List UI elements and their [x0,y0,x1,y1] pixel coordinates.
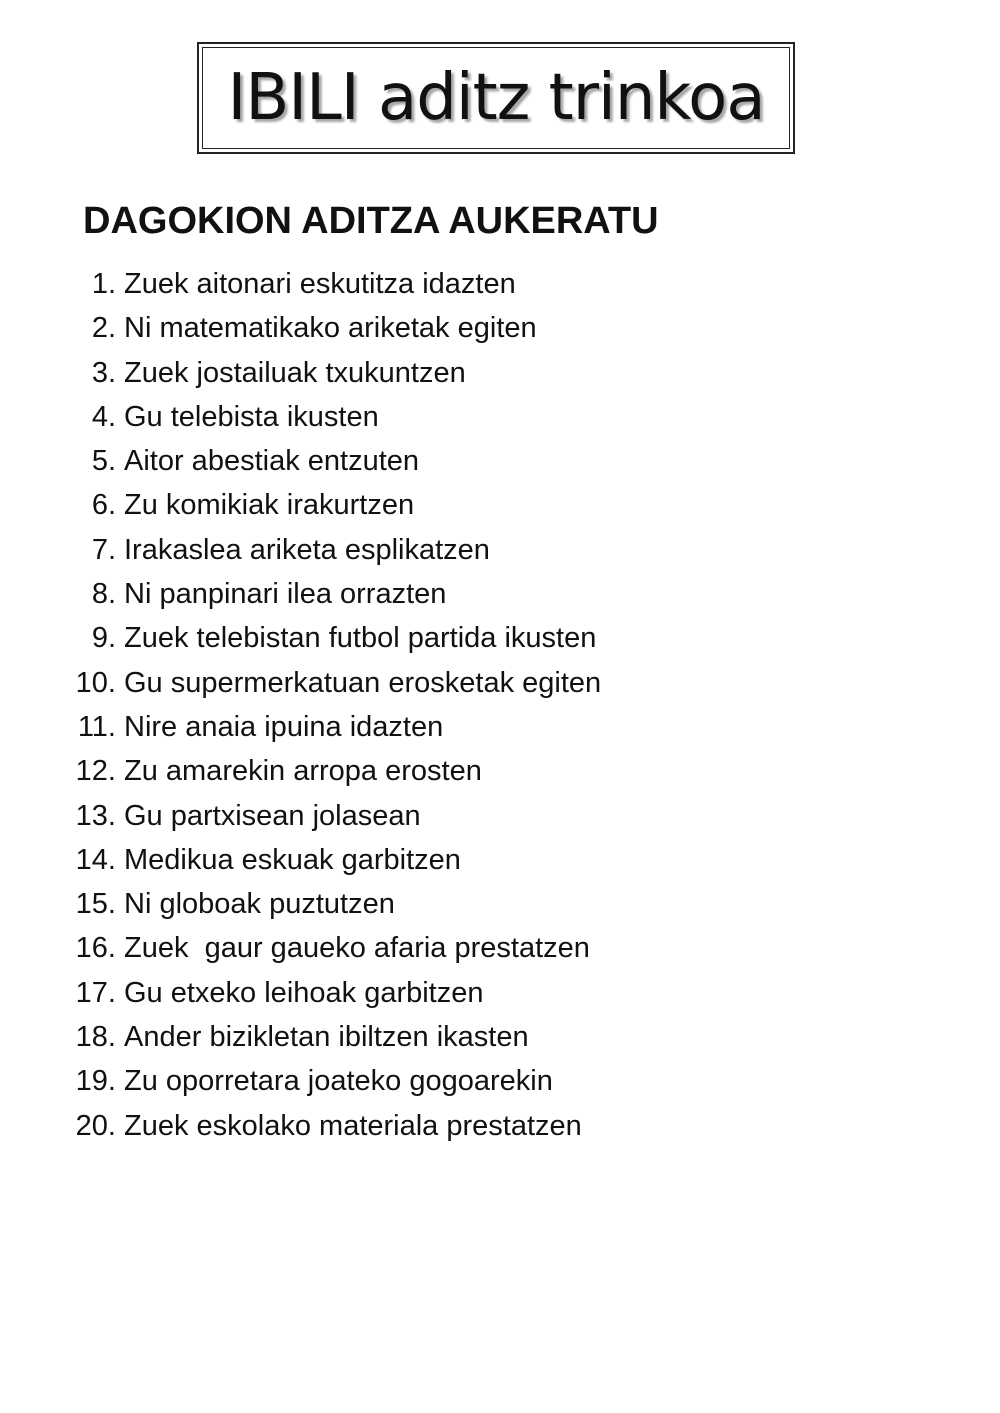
item-text: Gu partxisean jolasean [124,799,421,832]
item-text: Gu etxeko leihoak garbitzen [124,976,484,1009]
item-number: 3. [91,356,116,389]
list-item [60,1065,601,1109]
item-number: 4. [91,400,116,433]
item-number: 14. [75,843,116,876]
item-number: 2. [91,312,116,345]
item-number: 17. [75,976,116,1009]
item-text: Zuek telebistan futbol partida ikusten [124,622,597,655]
item-text: Zuek eskolako materiala prestatzen [124,1109,582,1142]
item-text: Zuek jostailuak txukuntzen [124,356,466,389]
item-text: Zu amarekin arropa erosten [124,755,482,788]
item-number: 5. [91,445,116,478]
exercise-list [60,268,601,1154]
item-text: Ander bizikletan ibiltzen ikasten [124,1021,529,1054]
item-number: 10. [75,666,116,699]
item-number: 19. [75,1065,116,1098]
list-item [60,534,601,578]
item-number: 6. [91,489,116,522]
item-number: 18. [75,1021,116,1054]
item-text: Zuek gaur gaueko afaria prestatzen [124,932,590,965]
list-item [60,578,601,622]
item-text: Gu supermerkatuan erosketak egiten [124,666,602,699]
item-text: Gu telebista ikusten [124,400,379,433]
item-number: 1. [91,268,116,300]
list-item [60,711,601,755]
item-number: 11. [77,710,116,743]
page-title: IBILI aditz trinkoa [227,61,765,135]
item-number: 16. [75,932,116,965]
list-item [60,1110,601,1154]
item-text: Aitor abestiak entzuten [124,445,420,478]
list-item [60,268,601,312]
item-number: 15. [75,888,116,921]
item-text: Ni matematikako ariketak egiten [124,312,537,345]
list-item [60,844,601,888]
list-item [60,667,601,711]
list-item [60,357,601,401]
item-number: 9. [91,622,116,655]
item-text: Medikua eskuak garbitzen [124,843,461,876]
title-box-inner [202,47,790,149]
list-item [60,622,601,666]
list-item [60,755,601,799]
list-item [60,401,601,445]
item-number: 12. [75,755,116,788]
item-number: 13. [75,799,116,832]
list-item [60,312,601,356]
item-number: 20. [75,1109,116,1142]
item-text: Zu komikiak irakurtzen [124,489,415,522]
item-number: 7. [91,533,116,566]
title-box [197,42,795,154]
list-item [60,489,601,533]
item-text: Nire anaia ipuina idazten [124,710,444,743]
list-item [60,932,601,976]
list-item [60,1021,601,1065]
item-text: Zu oporretara joateko gogoarekin [124,1065,553,1098]
list-item [60,445,601,489]
list-item [60,888,601,932]
item-number: 8. [91,578,116,611]
item-text: Zuek aitonari eskutitza idazten [124,268,516,300]
item-text: Ni panpinari ilea orrazten [124,578,447,611]
list-item [60,977,601,1021]
item-text: Irakaslea ariketa esplikatzen [124,533,490,566]
section-heading: DAGOKION ADITZA AUKERATU [83,200,659,242]
list-item [60,800,601,844]
item-text: Ni globoak puztutzen [124,888,395,921]
